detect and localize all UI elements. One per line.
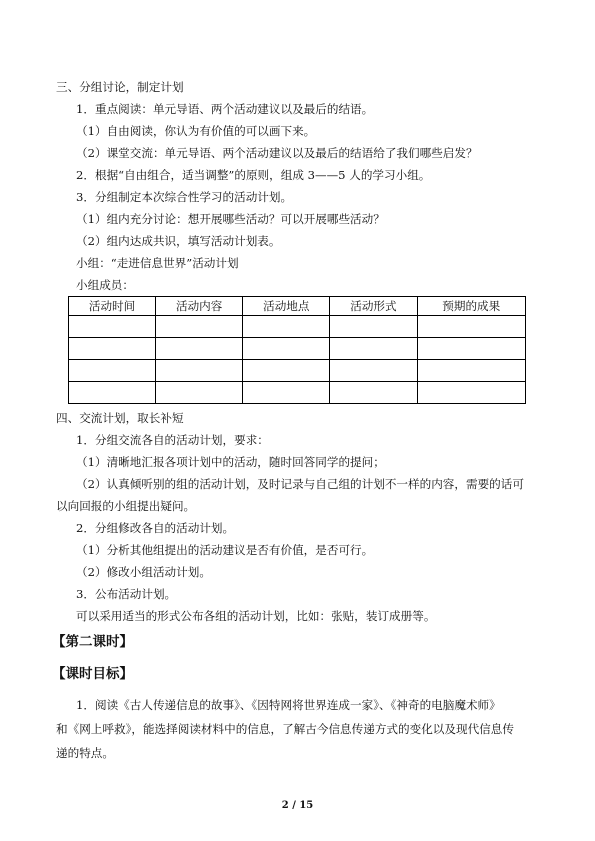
table-cell <box>330 382 417 404</box>
list-item: （2）组内达成共识，填写活动计划表。 <box>76 234 281 248</box>
members-label: 小组成员： <box>76 278 134 292</box>
list-item: 2．根据“自由组合，适当调整”的原则，组成 3——5 人的学习小组。 <box>76 168 431 182</box>
goal-title: 【课时目标】 <box>52 666 133 682</box>
activity-plan-table <box>68 296 526 404</box>
table-cell <box>243 382 330 404</box>
list-item: （1）清晰地汇报各项计划中的活动，随时回答同学的提问； <box>76 455 385 469</box>
goal-line: 递的特点。 <box>56 746 114 760</box>
table-cell <box>243 316 330 338</box>
list-item: （2）课堂交流：单元导语、两个活动建议以及最后的结语给了我们哪些启发？ <box>76 146 478 160</box>
list-item: （2）修改小组活动计划。 <box>76 565 211 579</box>
list-item: 3．公布活动计划。 <box>76 587 177 601</box>
table-cell <box>417 382 526 404</box>
page-number: 2 / 15 <box>281 800 314 811</box>
table-header-cell: 活动内容 <box>156 297 243 316</box>
table-cell <box>156 360 243 382</box>
table-header-cell: 活动地点 <box>243 297 330 316</box>
list-item: （1）分析其他组提出的活动建议是否有价值，是否可行。 <box>76 543 374 557</box>
list-item: 2．分组修改各自的活动计划。 <box>76 521 235 535</box>
table-header-cell: 活动形式 <box>330 297 417 316</box>
table-cell <box>243 338 330 360</box>
table-cell <box>417 316 526 338</box>
table-cell <box>417 338 526 360</box>
table-row <box>69 360 526 382</box>
section-heading: 三、分组讨论，制定计划 <box>56 80 184 94</box>
table-header-cell: 活动时间 <box>69 297 156 316</box>
lesson-title: 【第二课时】 <box>52 634 133 650</box>
list-item: 以向回报的小组提出疑问。 <box>56 499 196 513</box>
table-cell <box>243 360 330 382</box>
plan-title: 小组：“走进信息世界”活动计划 <box>76 256 239 270</box>
table-row <box>69 316 526 338</box>
list-item: 1．重点阅读：单元导语、两个活动建议以及最后的结语。 <box>76 102 374 116</box>
table-cell <box>156 338 243 360</box>
list-item: （2）认真倾听别的组的活动计划，及时记录与自己组的计划不一样的内容，需要的话可 <box>76 477 524 491</box>
list-item: 1．分组交流各自的活动计划，要求： <box>76 433 269 447</box>
list-item: （1）自由阅读，你认为有价值的可以画下来。 <box>76 124 316 138</box>
table-row <box>69 382 526 404</box>
goal-line: 1．阅读《古人传递信息的故事》、《因特网将世界连成一家》、《神奇的电脑魔术师》 <box>76 698 501 712</box>
list-item: 3．分组制定本次综合性学习的活动计划。 <box>76 190 293 204</box>
table-cell <box>330 338 417 360</box>
table-row <box>69 338 526 360</box>
table-cell <box>69 316 156 338</box>
list-item: （1）组内充分讨论：想开展哪些活动？可以开展哪些活动？ <box>76 212 385 226</box>
table-header-row <box>69 297 526 316</box>
table-cell <box>69 338 156 360</box>
table-cell <box>69 382 156 404</box>
table-header-cell: 预期的成果 <box>417 297 526 316</box>
table-cell <box>69 360 156 382</box>
section-heading: 四、交流计划，取长补短 <box>56 411 184 425</box>
table-cell <box>417 360 526 382</box>
table-cell <box>330 360 417 382</box>
table-cell <box>156 382 243 404</box>
goal-line: 和《网上呼救》，能选择阅读材料中的信息，了解古今信息传递方式的变化以及现代信息传 <box>56 722 514 736</box>
table-cell <box>330 316 417 338</box>
list-item: 可以采用适当的形式公布各组的活动计划，比如：张贴，装订成册等。 <box>76 609 436 623</box>
table-cell <box>156 316 243 338</box>
